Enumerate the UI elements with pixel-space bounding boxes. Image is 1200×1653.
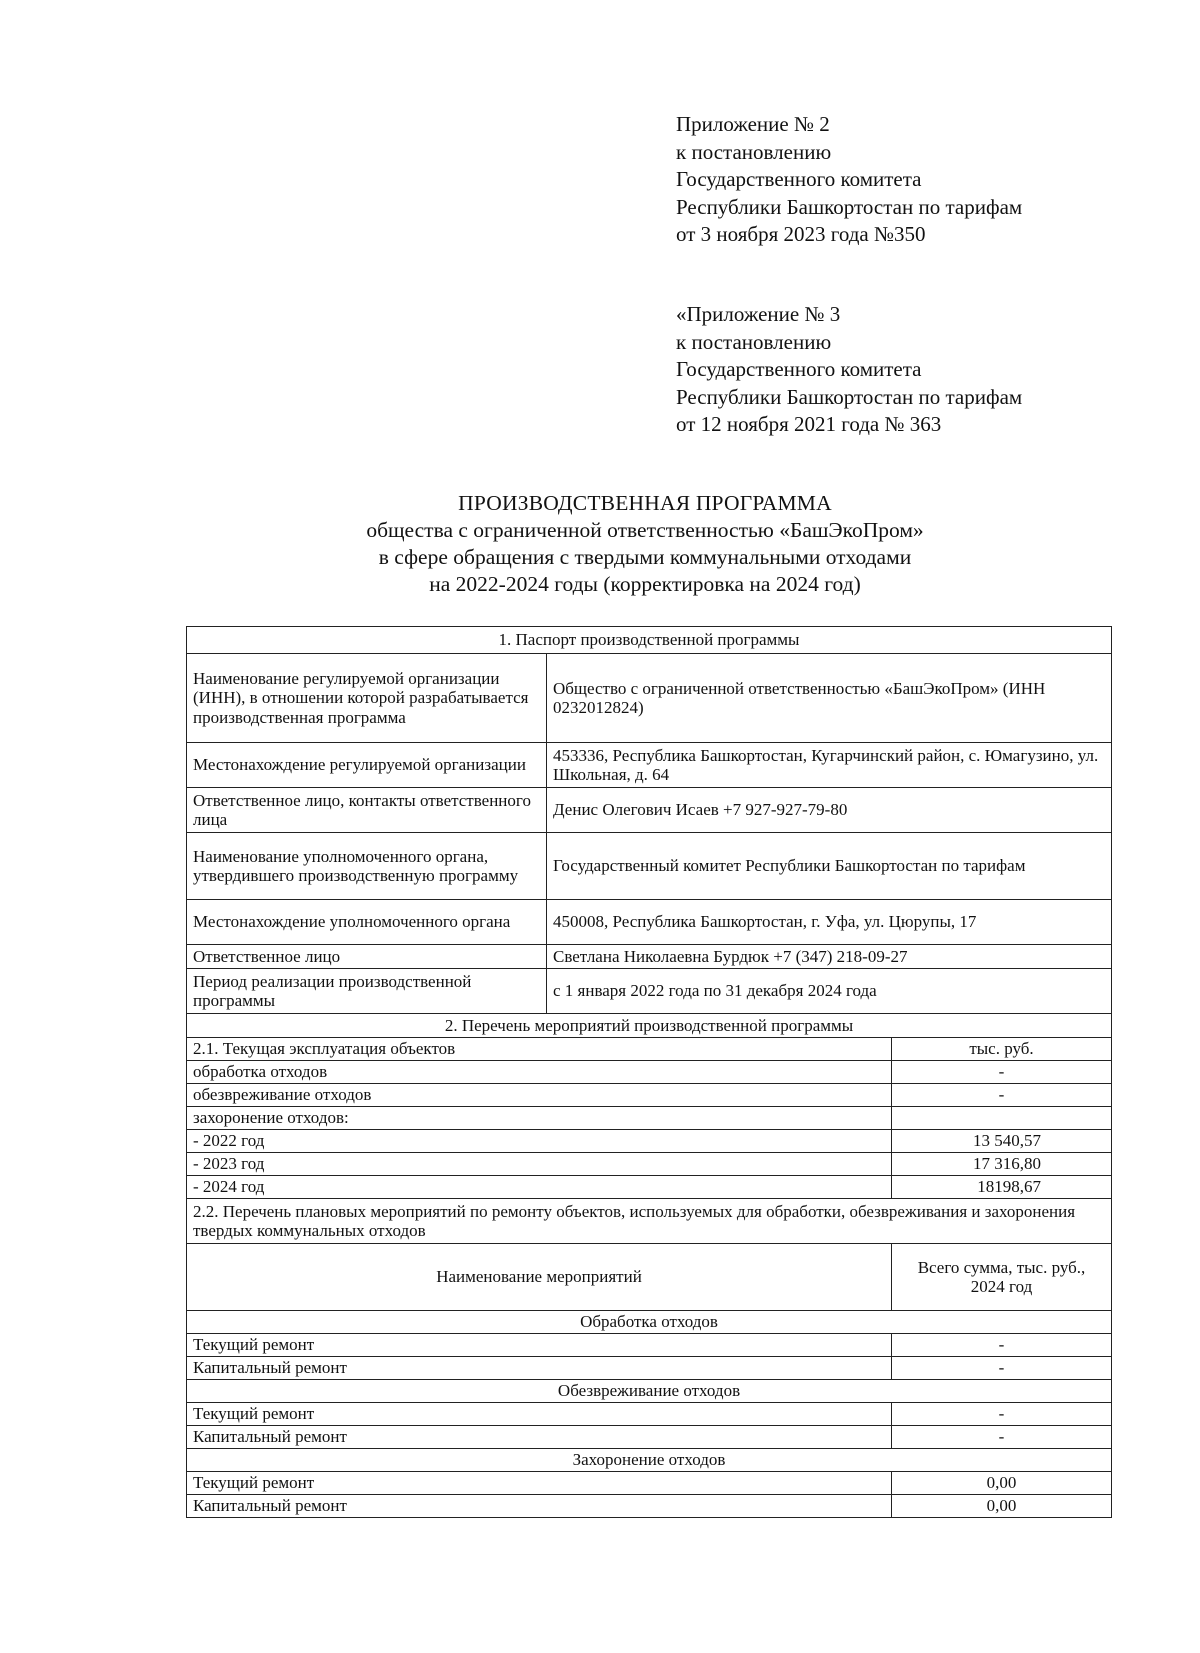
repair-title: 2.2. Перечень плановых мероприятий по ремонту объектов, используемых для обработки, обезвреживания и захоронения твердых коммунальных отходов	[187, 1199, 1112, 1244]
passport-header-row	[187, 627, 1112, 654]
passport-label: Местонахождение уполномоченного органа	[187, 900, 547, 945]
processing-value: -	[892, 1061, 1112, 1084]
table-row	[187, 1130, 1112, 1153]
table-row	[187, 1176, 1112, 1199]
appendix-line: к постановлению	[676, 139, 832, 164]
current-repair-value: 0,00	[892, 1472, 1112, 1495]
disposal-year-value: 18198,67	[892, 1176, 1112, 1199]
current-repair-label: Текущий ремонт	[187, 1472, 892, 1495]
current-repair-value: -	[892, 1403, 1112, 1426]
operation-unit: тыс. руб.	[892, 1038, 1112, 1061]
appendix-line: Государственного комитета	[676, 167, 922, 191]
current-repair-label: Текущий ремонт	[187, 1403, 892, 1426]
disposal-label: захоронение отходов:	[187, 1107, 892, 1130]
passport-label: Наименование регулируемой организации (ИНН), в отношении которой разрабатывается производственная программа	[187, 654, 547, 743]
passport-label: Период реализации производственной программы	[187, 969, 547, 1014]
capital-repair-label: Капитальный ремонт	[187, 1495, 892, 1518]
appendix-line: «Приложение № 3	[676, 302, 841, 326]
measures-header-row	[187, 1014, 1112, 1038]
disposal-year-value: 17 316,80	[892, 1153, 1112, 1176]
processing-label: обработка отходов	[187, 1061, 892, 1084]
disposal-year-label: - 2024 год	[187, 1176, 892, 1199]
disposal-year-label: - 2022 год	[187, 1130, 892, 1153]
title-line: в сфере обращения с твердыми коммунальными отходами	[378, 545, 912, 569]
passport-label: Ответственное лицо	[187, 945, 547, 969]
section-title: Захоронение отходов	[187, 1449, 1112, 1472]
passport-value: Общество с ограниченной ответственностью «БашЭкоПром» (ИНН 0232012824)	[547, 654, 1112, 743]
section-row	[187, 1449, 1112, 1472]
table-row	[187, 788, 1112, 833]
current-repair-label: Текущий ремонт	[187, 1334, 892, 1357]
capital-repair-value: 0,00	[892, 1495, 1112, 1518]
section-title: Обезвреживание отходов	[187, 1380, 1112, 1403]
table-row	[187, 1334, 1112, 1357]
table-row	[187, 1495, 1112, 1518]
table-row	[187, 1061, 1112, 1084]
title-main: ПРОИЗВОДСТВЕННАЯ ПРОГРАММА	[458, 491, 832, 515]
table-row	[187, 833, 1112, 900]
program-table	[186, 626, 1112, 1518]
section-title: Обработка отходов	[187, 1311, 1112, 1334]
disposal-value-empty	[892, 1107, 1112, 1130]
section-row	[187, 1311, 1112, 1334]
title-line: общества с ограниченной ответственностью «БашЭкоПром»	[366, 518, 924, 542]
table-row	[187, 945, 1112, 969]
appendix-line: Республики Башкортостан по тарифам	[676, 384, 1023, 409]
section-row	[187, 1380, 1112, 1403]
passport-value: 453336, Республика Башкортостан, Кугарчинский район, с. Юмагузино, ул. Школьная, д. 64	[547, 743, 1112, 788]
capital-repair-value: -	[892, 1357, 1112, 1380]
appendix-line: Республики Башкортостан по тарифам	[676, 194, 1023, 219]
document-title	[180, 490, 1110, 598]
table-row	[187, 1038, 1112, 1061]
col-name-header: Наименование мероприятий	[187, 1244, 892, 1311]
passport-value: Светлана Николаевна Бурдюк +7 (347) 218-09-27	[547, 945, 1112, 969]
neutralization-label: обезвреживание отходов	[187, 1084, 892, 1107]
table-row	[187, 1199, 1112, 1244]
operation-title: 2.1. Текущая эксплуатация объектов	[187, 1038, 892, 1061]
disposal-year-value: 13 540,57	[892, 1130, 1112, 1153]
appendix-line: к постановлению	[676, 329, 832, 354]
repair-column-header-row	[187, 1244, 1112, 1311]
measures-header: 2. Перечень мероприятий производственной программы	[187, 1014, 1112, 1038]
title-line: на 2022-2024 годы (корректировка на 2024 год)	[429, 572, 861, 596]
appendix-current	[676, 111, 1022, 249]
appendix-original	[676, 301, 1022, 439]
capital-repair-value: -	[892, 1426, 1112, 1449]
table-row	[187, 1084, 1112, 1107]
appendix-line: от 12 ноября 2021 года № 363	[676, 412, 942, 436]
table-row	[187, 654, 1112, 743]
passport-value: Денис Олегович Исаев +7 927-927-79-80	[547, 788, 1112, 833]
passport-label: Ответственное лицо, контакты ответственного лица	[187, 788, 547, 833]
passport-label: Наименование уполномоченного органа, утвердившего производственную программу	[187, 833, 547, 900]
passport-label: Местонахождение регулируемой организации	[187, 743, 547, 788]
appendix-line: Приложение № 2	[676, 112, 830, 136]
table-row	[187, 1472, 1112, 1495]
passport-value: с 1 января 2022 года по 31 декабря 2024 года	[547, 969, 1112, 1014]
table-row	[187, 969, 1112, 1014]
table-row	[187, 1357, 1112, 1380]
table-row	[187, 1153, 1112, 1176]
capital-repair-label: Капитальный ремонт	[187, 1426, 892, 1449]
table-row	[187, 743, 1112, 788]
table-row	[187, 1403, 1112, 1426]
passport-value: 450008, Республика Башкортостан, г. Уфа, ул. Цюрупы, 17	[547, 900, 1112, 945]
neutralization-value: -	[892, 1084, 1112, 1107]
col-sum-header: Всего сумма, тыс. руб., 2024 год	[892, 1244, 1112, 1311]
appendix-line: от 3 ноября 2023 года №350	[676, 222, 926, 246]
table-row	[187, 900, 1112, 945]
capital-repair-label: Капитальный ремонт	[187, 1357, 892, 1380]
passport-value: Государственный комитет Республики Башкортостан по тарифам	[547, 833, 1112, 900]
table-row	[187, 1426, 1112, 1449]
disposal-year-label: - 2023 год	[187, 1153, 892, 1176]
current-repair-value: -	[892, 1334, 1112, 1357]
appendix-line: Государственного комитета	[676, 357, 922, 381]
table-row	[187, 1107, 1112, 1130]
passport-header: 1. Паспорт производственной программы	[187, 627, 1112, 654]
